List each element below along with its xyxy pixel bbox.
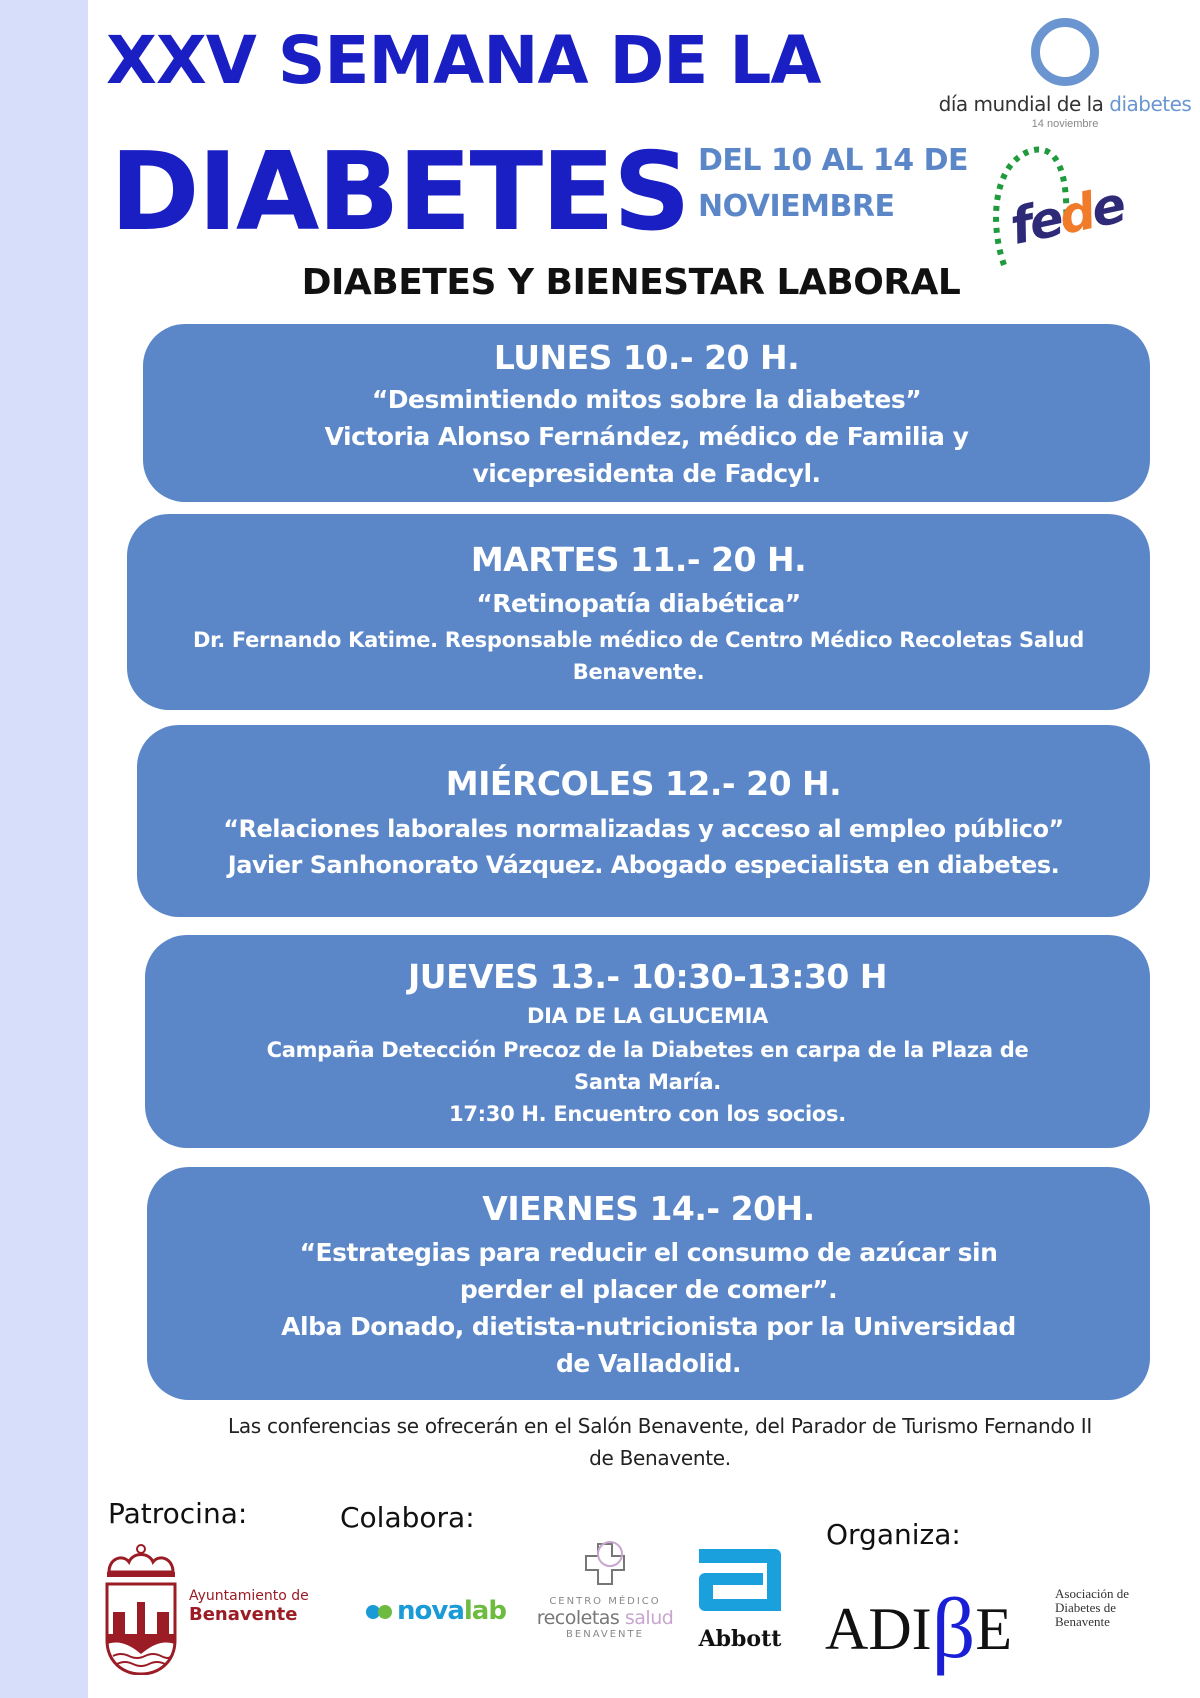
event-day: VIERNES 14.- 20H. [482, 1189, 815, 1228]
recoletas-main-dark: recoletas [536, 1607, 620, 1629]
benavente-coat-of-arms-icon [103, 1540, 179, 1675]
event-dates [698, 138, 968, 230]
recoletas-bottom: BENAVENTE [566, 1629, 644, 1640]
recoletas-main-light: salud [619, 1607, 674, 1629]
event-thursday [145, 935, 1150, 1148]
ayuntamiento-line2: Benavente [189, 1604, 298, 1625]
event-description: Campaña Detección Precoz de la Diabetes en carpa de la Plaza de [266, 1038, 1029, 1062]
medical-cross-icon [580, 1540, 630, 1588]
event-description-cont: Santa María. [574, 1070, 721, 1094]
wdd-date: 14 noviembre [1031, 118, 1099, 130]
abbott-name: Abbott [698, 1626, 782, 1652]
title-line2: DIABETES [110, 130, 689, 255]
event-speaker: Victoria Alonso Fernández, médico de Familia y [324, 422, 969, 451]
event-talk-title: “Retinopatía diabética” [476, 589, 801, 618]
fede-text-fe: fe [1005, 189, 1066, 257]
ayuntamiento-text [189, 1588, 309, 1625]
event-talk-title: “Desmintiendo mitos sobre la diabetes” [371, 385, 922, 414]
novalab-dots-icon [365, 1604, 393, 1620]
organiza-label: Organiza: [826, 1518, 961, 1551]
patrocina-label: Patrocina: [108, 1497, 248, 1530]
event-friday [147, 1167, 1150, 1400]
ayuntamiento-line1: Ayuntamiento de [189, 1588, 309, 1604]
event-talk-title: “Relaciones laborales normalizadas y acceso al empleo público” [223, 814, 1064, 843]
adibe-adi: ADI [825, 1596, 932, 1662]
ayuntamiento-benavente-logo [103, 1540, 333, 1675]
recoletas-main [530, 1607, 680, 1629]
recoletas-salud-logo [530, 1540, 680, 1640]
event-day: JUEVES 13.- 10:30-13:30 H [408, 957, 887, 996]
venue-note [160, 1410, 1160, 1474]
event-tuesday [127, 514, 1150, 710]
event-day: LUNES 10.- 20 H. [493, 338, 800, 377]
adibe-e: E [975, 1596, 1013, 1662]
title-line1: XXV SEMANA DE LA [106, 22, 821, 99]
event-talk-title: “Estrategias para reducir el consumo de azúcar sin [299, 1238, 998, 1267]
adibe-beta: β [931, 1580, 976, 1676]
dates-line2: NOVIEMBRE [698, 189, 895, 224]
wdd-text-light: diabetes [1109, 92, 1192, 116]
abbott-logo [693, 1545, 787, 1652]
dates-line1: DEL 10 AL 14 DE [698, 143, 969, 178]
fede-text-e: e [1085, 175, 1129, 240]
novalab-nova: nova [397, 1596, 464, 1626]
event-extra: 17:30 H. Encuentro con los socios. [449, 1102, 846, 1126]
event-day: MIÉRCOLES 12.- 20 H. [445, 763, 842, 803]
event-speaker: Alba Donado, dietista-nutricionista por la Universidad [281, 1312, 1016, 1341]
novalab-logo [365, 1596, 506, 1626]
event-speaker-cont: vicepresidenta de Fadcyl. [472, 459, 821, 488]
colabora-label: Colabora: [340, 1501, 475, 1534]
adibe-desc3: Benavente [1055, 1614, 1110, 1629]
recoletas-top: CENTRO MÉDICO [549, 1596, 661, 1607]
event-day: MARTES 11.- 20 H. [470, 540, 807, 579]
side-strip [0, 0, 88, 1698]
venue-line2: de Benavente. [589, 1446, 731, 1470]
adibe-logo [825, 1570, 1013, 1676]
event-talk-title-cont: perder el placer de comer”. [459, 1275, 838, 1304]
event-speaker-cont: Benavente. [572, 660, 705, 684]
wdd-text-dark: día mundial de la [938, 92, 1110, 116]
fede-text-d: d [1053, 182, 1098, 246]
venue-line1: Las conferencias se ofrecerán en el Salón Benavente, del Parador de Turismo Fernando II [228, 1414, 1092, 1438]
event-speaker: Dr. Fernando Katime. Responsable médico de Centro Médico Recoletas Salud [193, 628, 1084, 652]
subtitle: DIABETES Y BIENESTAR LABORAL [301, 262, 961, 303]
novalab-lab: lab [463, 1596, 506, 1626]
event-monday [143, 324, 1150, 502]
event-speaker: Javier Sanhonorato Vázquez. Abogado especialista en diabetes. [227, 850, 1060, 879]
world-diabetes-day-logo [935, 18, 1195, 130]
blue-circle-icon [1031, 18, 1099, 86]
adibe-desc2: Diabetes de [1055, 1600, 1117, 1615]
event-speaker-cont: de Valladolid. [555, 1349, 742, 1378]
adibe-description [1055, 1587, 1129, 1629]
wdd-text [935, 92, 1195, 116]
adibe-desc1: Asociación de [1055, 1586, 1130, 1601]
event-subtitle: DIA DE LA GLUCEMIA [526, 1004, 769, 1028]
event-wednesday [137, 725, 1150, 917]
abbott-a-icon [695, 1545, 785, 1615]
